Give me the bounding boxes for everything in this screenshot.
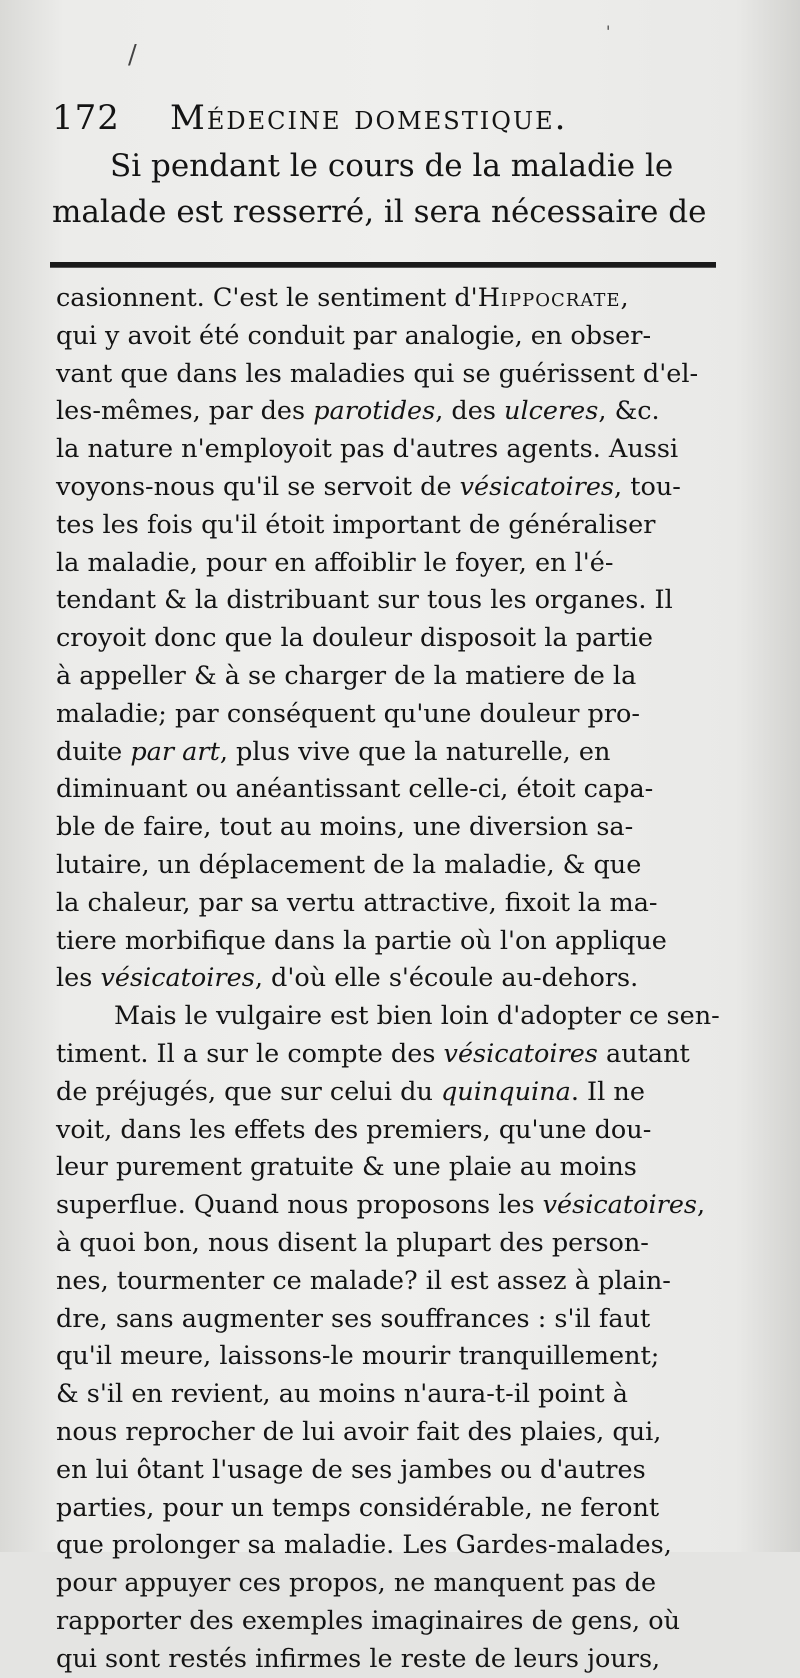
text-segment: pour appuyer ces propos, ne manquent pas de xyxy=(56,1568,657,1599)
text-line xyxy=(56,582,736,620)
text-line xyxy=(56,923,736,961)
text-segment: la maladie, pour en affoiblir le foyer, en l'é- xyxy=(56,547,614,578)
text-line xyxy=(56,280,736,318)
text-segment: tendant & la distribuant sur tous les organes. Il xyxy=(56,585,673,616)
text-line xyxy=(56,1490,736,1528)
text-line xyxy=(56,1036,736,1074)
author-name: Hippocrate xyxy=(477,283,621,313)
text-segment: voyons-nous qu'il se servoit de xyxy=(56,471,460,502)
text-line: malade est resserré, il sera nécessaire de xyxy=(52,194,707,230)
text-line xyxy=(56,1338,736,1376)
text-segment: croyoit donc que la douleur disposoit la partie xyxy=(56,623,653,654)
text-line xyxy=(56,1074,736,1112)
text-line xyxy=(56,696,736,734)
text-segment: voit, dans les effets des premiers, qu'une dou- xyxy=(56,1114,652,1145)
text-segment: superflue. Quand nous proposons les xyxy=(56,1190,543,1221)
text-line xyxy=(56,1187,736,1225)
text-line xyxy=(56,960,736,998)
text-segment: duite xyxy=(56,736,131,767)
text-segment: , plus vive que la naturelle, en xyxy=(219,736,611,767)
italic-term: ulceres xyxy=(504,396,599,427)
text-line xyxy=(56,1301,736,1339)
text-line xyxy=(56,885,736,923)
text-segment: qui sont restés infirmes le reste de leurs jours, xyxy=(56,1643,661,1674)
text-line xyxy=(56,1452,736,1490)
text-segment: , xyxy=(620,283,629,313)
text-segment: qu'il meure, laissons-le mourir tranquillement; xyxy=(56,1341,660,1372)
page-header xyxy=(52,98,772,148)
text-line xyxy=(56,393,736,431)
running-title: Médecine domestique. xyxy=(170,98,568,138)
text-line xyxy=(56,1527,736,1565)
text-segment: de préjugés, que sur celui du xyxy=(56,1076,441,1107)
text-line xyxy=(56,431,736,469)
text-line xyxy=(56,1641,736,1678)
text-line xyxy=(56,847,736,885)
text-segment: à appeller & à se charger de la matiere de la xyxy=(56,660,637,691)
text-segment: Mais le vulgaire est bien loin d'adopter ce sen- xyxy=(114,1001,720,1032)
text-line xyxy=(56,1414,736,1452)
text-segment: qui y avoit été conduit par analogie, en obser- xyxy=(56,320,652,351)
text-segment: la chaleur, par sa vertu attractive, fixoit la ma- xyxy=(56,887,658,918)
text-line xyxy=(56,356,736,394)
text-segment: vant que dans les maladies qui se guérissent d'el- xyxy=(56,358,699,389)
text-line xyxy=(56,507,736,545)
text-segment: timent. Il a sur le compte des xyxy=(56,1038,444,1069)
text-segment: , &c. xyxy=(598,396,660,427)
ink-mark: / xyxy=(128,40,137,70)
text-segment: maladie; par conséquent qu'une douleur pro- xyxy=(56,698,641,729)
text-line xyxy=(56,1565,736,1603)
text-segment: & s'il en revient, au moins n'aura-t-il point à xyxy=(56,1379,628,1410)
text-segment: à quoi bon, nous disent la plupart des person- xyxy=(56,1227,649,1258)
text-line xyxy=(56,1149,736,1187)
text-segment: dre, sans augmenter ses souffrances : s'il faut xyxy=(56,1303,651,1334)
text-line xyxy=(56,1263,736,1301)
text-segment: , d'où elle s'écoule au-dehors. xyxy=(254,963,639,994)
text-segment: parties, pour un temps considérable, ne feront xyxy=(56,1492,660,1523)
text-segment: en lui ôtant l'usage de ses jambes ou d'autres xyxy=(56,1454,646,1485)
text-segment: que prolonger sa maladie. Les Gardes-malades, xyxy=(56,1530,672,1561)
text-segment: diminuant ou anéantissant celle-ci, étoit capa- xyxy=(56,774,654,805)
text-segment: . Il ne xyxy=(570,1076,645,1107)
text-line: Si pendant le cours de la maladie le xyxy=(110,148,674,184)
text-segment: tes les fois qu'il étoit important de généraliser xyxy=(56,509,656,540)
italic-term: vésicatoires xyxy=(443,1038,598,1069)
text-line xyxy=(56,771,736,809)
text-line xyxy=(56,1112,736,1150)
text-line xyxy=(56,658,736,696)
text-line xyxy=(56,318,736,356)
footnote-rule xyxy=(50,262,716,268)
footnote-text xyxy=(56,280,736,1678)
text-line xyxy=(56,998,736,1036)
text-line xyxy=(56,1376,736,1414)
text-segment: autant xyxy=(597,1038,690,1069)
text-segment: ble de faire, tout au moins, une diversion sa- xyxy=(56,812,634,843)
text-segment: rapporter des exemples imaginaires de gens, où xyxy=(56,1605,681,1636)
italic-term: parotides xyxy=(313,396,436,427)
text-segment: , tou- xyxy=(614,471,681,502)
text-segment: , xyxy=(697,1190,706,1221)
main-text xyxy=(52,143,732,235)
text-segment: nous reprocher de lui avoir fait des plaies, qui, xyxy=(56,1416,662,1447)
text-line xyxy=(56,469,736,507)
text-line xyxy=(56,620,736,658)
text-segment: la nature n'employoit pas d'autres agents. Aussi xyxy=(56,434,679,465)
text-segment: leur purement gratuite & une plaie au moins xyxy=(56,1152,637,1183)
text-line xyxy=(56,1603,736,1641)
italic-term: par art xyxy=(130,736,220,767)
text-segment: nes, tourmenter ce malade? il est assez à plain- xyxy=(56,1265,671,1296)
italic-term: vésicatoires xyxy=(100,963,255,994)
ink-mark: ' xyxy=(606,22,611,41)
page-number: 172 xyxy=(52,98,120,138)
text-segment: les xyxy=(56,963,101,994)
text-segment: , des xyxy=(435,396,505,427)
text-segment: lutaire, un déplacement de la maladie, & que xyxy=(56,849,642,880)
text-segment: casionnent. C'est le sentiment d' xyxy=(56,283,478,313)
text-line xyxy=(56,809,736,847)
text-line xyxy=(56,1225,736,1263)
text-line xyxy=(56,734,736,772)
italic-term: quinquina xyxy=(440,1076,571,1107)
italic-term: vésicatoires xyxy=(459,471,615,502)
italic-term: vésicatoires xyxy=(542,1190,698,1221)
text-segment: les-mêmes, par des xyxy=(56,396,314,427)
text-line xyxy=(56,545,736,583)
text-segment: tiere morbifique dans la partie où l'on applique xyxy=(56,925,667,956)
